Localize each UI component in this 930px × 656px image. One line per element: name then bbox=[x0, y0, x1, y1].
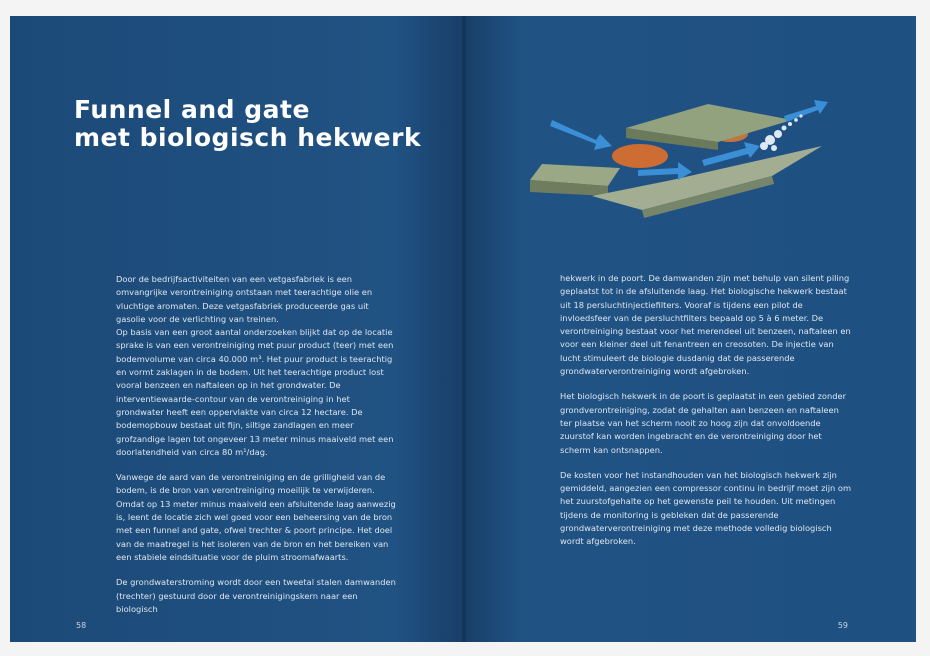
contamination-plume bbox=[612, 144, 668, 168]
title-line-1: Funnel and gate bbox=[74, 95, 310, 124]
page-title bbox=[74, 96, 421, 152]
paragraph-1: Door de bedrijfsactiviteiten van een vetgasfabriek is een omvangrijke verontreiniging ontstaan met teerachtige olie en vluchtige aromaten. Deze vetgasfabriek produceerde gas uit gasolie voor de verlichting van treinen. bbox=[116, 274, 373, 324]
left-body-text bbox=[116, 273, 400, 628]
funnel-gate-illustration bbox=[522, 84, 842, 224]
paragraph-3: Vanwege de aard van de verontreiniging en de grilligheid van de bodem, is de bron van verontreiniging moeilijk te verwijderen. Omdat op 13 meter minus maaiveld een afsluitende laag aanwezig is, leent de locatie zich wel goed voor een beheersing van de bron met een funnel and gate, ofwel trechter & poort principe. Het doel van de maatregel is het isoleren van de bron en het bereiken van een stabiele eindsituatie voor de pluim stroomafwaarts. bbox=[116, 472, 396, 562]
left-page bbox=[10, 16, 462, 642]
paragraph-2: Op basis van een groot aantal onderzoeken blijkt dat op de locatie sprake is van een verontreiniging met puur product (teer) met een bodemvolume van circa 40.000 m³. Het puur product is teerachtig en vormt zaklagen in de bodem. Uit het teerachtige product lost vooral benzeen en naftaleen op in het grondwater. De interventiewaarde-contour van de verontreiniging in het grondwater heeft een oppervlakte van circa 12 hectare. De bodemopbouw bestaat uit fijn, siltige zandlagen en meer grofzandige lagen tot ongeveer 13 meter minus maaiveld met een doorlatendheid van circa 80 m¹/dag. bbox=[116, 327, 394, 457]
page-number: 58 bbox=[76, 621, 87, 630]
paragraph-7: De kosten voor het instandhouden van het biologisch hekwerk zijn gemiddeld, aangezien een compressor continu in bedrijf moet zijn om het zuurstofgehalte op het gewenste peil te houden. Uit metingen tijdens de monitoring is gebleken dat de passerende grondwaterverontreiniging met deze methode volledig biologisch wordt afgebroken. bbox=[560, 469, 852, 547]
title-line-2: met biologisch hekwerk bbox=[74, 123, 422, 152]
paragraph-6: Het biologisch hekwerk in de poort is geplaatst in een gebied zonder grondverontreiniging, zodat de gehalten aan benzeen en naftaleen ter plaatse van het scherm nooit zo hoog zijn dat onvoldoende zuurstof kan worden ingebracht en de verontreiniging door het scherm kan ontsnappen. bbox=[560, 391, 847, 455]
paragraph-4: De grondwaterstroming wordt door een tweetal stalen damwanden (trechter) gestuurd door de verontreinigingskern naar een biologisch bbox=[116, 577, 396, 614]
paragraph-5: hekwerk in de poort. De damwanden zijn met behulp van silent piling geplaatst tot in de afsluitende laag. Het biologische hekwerk bestaat uit 18 persluchtinjectiefilters. Vooraf is tijdens een pilot de invloedsfeer van de persluchtfilters bepaald op 5 à 6 meter. De verontreiniging bestaat voor het merendeel uit benzeen, naftaleen en voor een kleiner deel uit fenantreen en creosoten. De injectie van lucht stimuleert de biologie dusdanig dat de passerende grondwaterverontreiniging wordt afgebroken. bbox=[560, 273, 851, 377]
right-body-text bbox=[560, 272, 852, 561]
page-number: 59 bbox=[837, 621, 848, 630]
right-page bbox=[466, 16, 916, 642]
